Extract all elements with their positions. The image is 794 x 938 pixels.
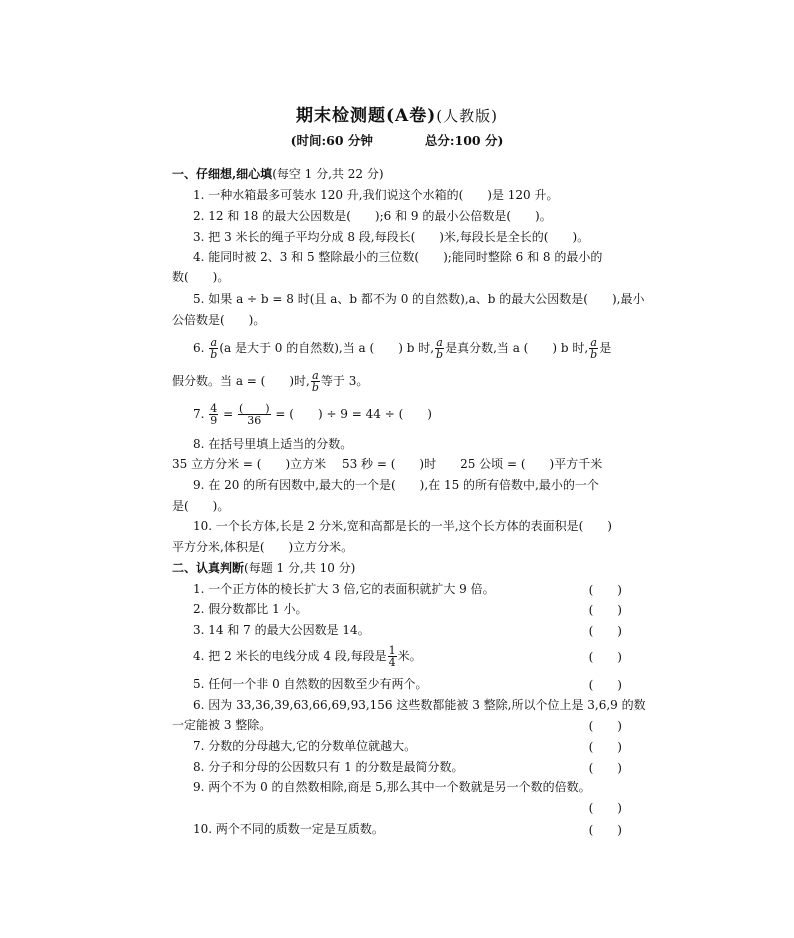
answer-paren-5: ( ) (588, 678, 622, 692)
question-7: 7. $\frac{4}{9}$ = $\frac{( )}{36}$ = ( ) ÷ 9 = 44 ÷ ( ) (193, 402, 432, 427)
exam-title (0, 101, 794, 126)
title-edition: (人教版) (436, 107, 498, 125)
judge-3: 3. 14 和 7 的最大公因数是 14。 (193, 623, 370, 637)
question-8-items: 35 立方分米 = ( )立方米 53 秒 = ( )时 25 公顷 = ( )平方千米 (172, 457, 603, 471)
question-5-line-2: 公倍数是( )。 (172, 313, 266, 327)
fraction-1-4: $\frac{1}{4}$ (388, 644, 396, 669)
question-4-line-1: 4. 能同时被 2、3 和 5 整除最小的三位数( );能同时整除 6 和 8 的最小的 (193, 250, 603, 264)
question-6-line-2: 假分数。当 a = ( )时, $\frac{a}{b}$ 等于 3。 (172, 369, 369, 394)
answer-paren-10: ( ) (588, 823, 622, 837)
fraction-a-over-b: $\frac{a}{b}$ (436, 336, 444, 361)
question-5-line-1: 5. 如果 a ÷ b = 8 时(且 a、b 都不为 0 的自然数),a、b 的最大公因数是( ),最小 (193, 292, 645, 306)
answer-paren-2: ( ) (588, 603, 622, 617)
question-2: 2. 12 和 18 的最大公因数是( );6 和 9 的最小公倍数是( )。 (193, 209, 552, 223)
answer-paren-3: ( ) (588, 624, 622, 638)
judge-8: 8. 分子和分母的公因数只有 1 的分数是最简分数。 (193, 760, 464, 774)
fraction-4-9: $\frac{4}{9}$ (210, 402, 218, 427)
time-limit: (时间:60 分钟 (290, 133, 373, 148)
fraction-a-over-b: $\frac{a}{b}$ (311, 369, 319, 394)
question-1: 1. 一种水箱最多可装水 120 升,我们说这个水箱的( )是 120 升。 (193, 188, 559, 202)
question-9-line-2: 是( )。 (172, 499, 230, 513)
judge-5: 5. 任何一个非 0 自然数的因数至少有两个。 (193, 677, 428, 691)
question-4-line-2: 数( )。 (172, 270, 230, 284)
judge-6-line-1: 6. 因为 33,36,39,63,66,69,93,156 这些数都能被 3 整除,所以个位上是 3,6,9 的数 (193, 698, 646, 712)
question-10-line-1: 10. 一个长方体,长是 2 分米,宽和高都是长的一半,这个长方体的表面积是( ) (193, 519, 612, 533)
fraction-blank-36: $\frac{( )}{36}$ (238, 402, 270, 427)
answer-paren-8: ( ) (588, 761, 622, 775)
section-2-heading: 二、认真判断(每题 1 分,共 10 分) (172, 561, 356, 575)
answer-paren-1: ( ) (588, 583, 622, 597)
total-score: 总分:100 分) (424, 133, 504, 148)
question-8: 8. 在括号里填上适当的分数。 (193, 437, 353, 451)
judge-9: 9. 两个不为 0 的自然数相除,商是 5,那么其中一个数就是另一个数的倍数。 (193, 780, 591, 794)
question-3: 3. 把 3 米长的绳子平均分成 8 段,每段长( )米,每段长是全长的( )。 (193, 230, 590, 244)
answer-paren-7: ( ) (588, 740, 622, 754)
question-6-line-1: 6. $\frac{a}{b}$ (a 是大于 0 的自然数),当 a ( ) b 时, $\frac{a}{b}$ 是真分数,当 a ( ) b 时, $\frac{a}{b}$ 是 (193, 336, 612, 361)
fraction-a-over-b: $\frac{a}{b}$ (210, 336, 218, 361)
section-1-heading: 一、仔细想,细心填(每空 1 分,共 22 分) (172, 167, 384, 181)
answer-paren-4: ( ) (588, 650, 622, 664)
fraction-a-over-b: $\frac{a}{b}$ (590, 336, 598, 361)
answer-paren-6: ( ) (588, 719, 622, 733)
judge-4: 4. 把 2 米长的电线分成 4 段,每段是 $\frac{1}{4}$ 米。 (193, 644, 422, 669)
judge-10: 10. 两个不同的质数一定是互质数。 (193, 822, 384, 836)
question-9-line-1: 9. 在 20 的所有因数中,最大的一个是( ),在 15 的所有倍数中,最小的一个 (193, 478, 599, 492)
judge-7: 7. 分数的分母越大,它的分数单位就越大。 (193, 739, 417, 753)
judge-1: 1. 一个正方体的棱长扩大 3 倍,它的表面积就扩大 9 倍。 (193, 582, 495, 596)
exam-meta (0, 131, 794, 149)
answer-paren-9: ( ) (588, 801, 622, 815)
judge-2: 2. 假分数都比 1 小。 (193, 602, 308, 616)
judge-6-line-2: 一定能被 3 整除。 (172, 718, 272, 732)
title-main: 期末检测题(A卷) (296, 106, 437, 126)
question-10-line-2: 平方分米,体积是( )立方分米。 (172, 540, 354, 554)
